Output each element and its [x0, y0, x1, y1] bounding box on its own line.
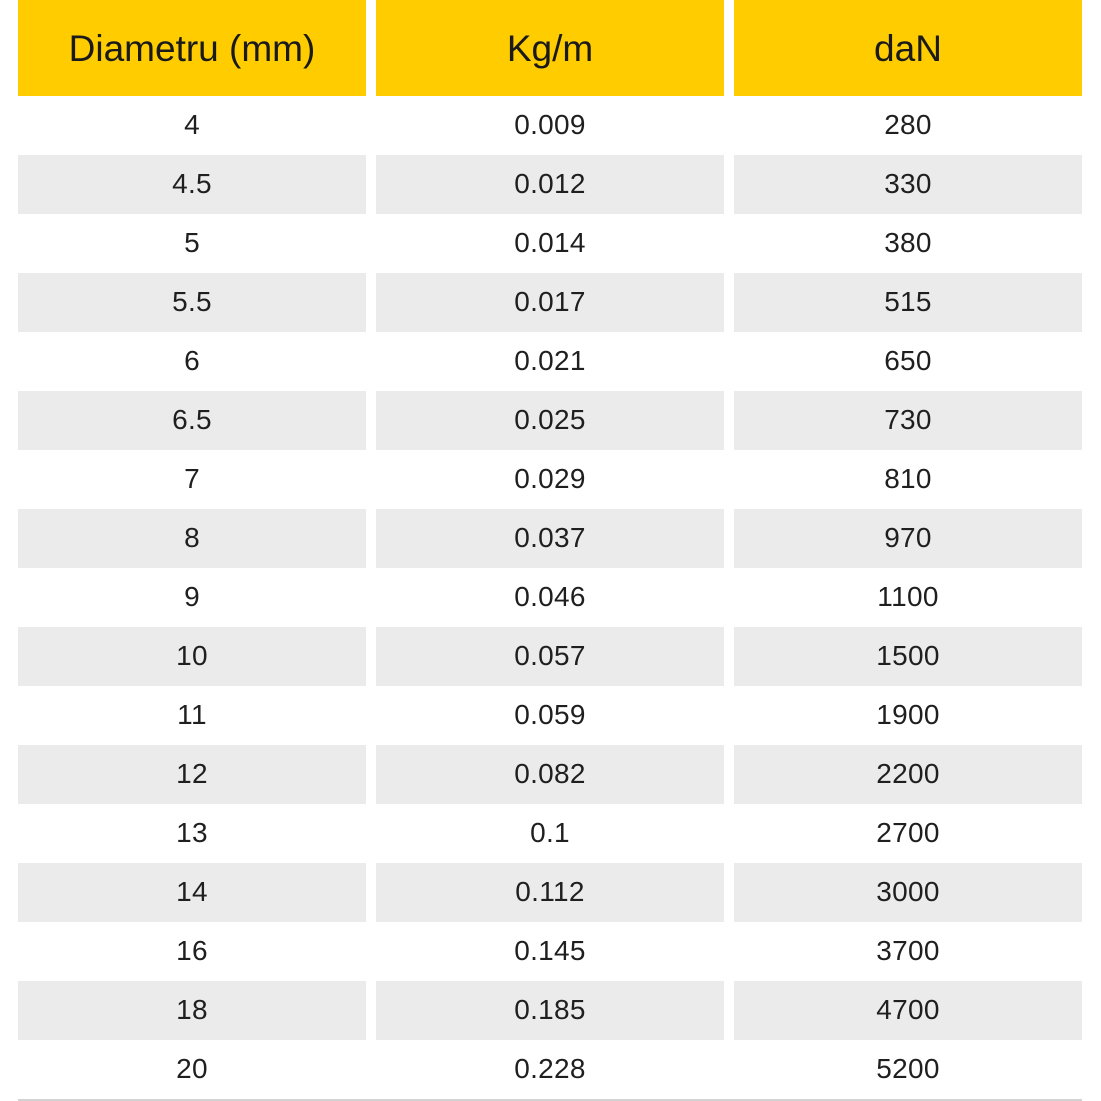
cell-diameter: 11 — [18, 686, 366, 745]
cell-diameter: 9 — [18, 568, 366, 627]
cell-dan: 380 — [734, 214, 1082, 273]
table-row — [18, 981, 1082, 1040]
cell-diameter: 5.5 — [18, 273, 366, 332]
table-row — [18, 509, 1082, 568]
table-body — [18, 96, 1082, 1099]
cell-dan: 2200 — [734, 745, 1082, 804]
cell-kg-per-m: 0.059 — [376, 686, 724, 745]
table-row — [18, 804, 1082, 863]
table-row — [18, 922, 1082, 981]
cell-dan: 1100 — [734, 568, 1082, 627]
cell-kg-per-m: 0.037 — [376, 509, 724, 568]
cell-dan: 970 — [734, 509, 1082, 568]
cell-dan: 5200 — [734, 1040, 1082, 1099]
table-row — [18, 391, 1082, 450]
cell-dan: 730 — [734, 391, 1082, 450]
spec-table — [18, 0, 1082, 1101]
table-row — [18, 96, 1082, 155]
cell-diameter: 4 — [18, 96, 366, 155]
cell-diameter: 14 — [18, 863, 366, 922]
cell-diameter: 8 — [18, 509, 366, 568]
cell-diameter: 16 — [18, 922, 366, 981]
cell-diameter: 12 — [18, 745, 366, 804]
table-row — [18, 332, 1082, 391]
cell-dan: 515 — [734, 273, 1082, 332]
table-row — [18, 745, 1082, 804]
table-row — [18, 155, 1082, 214]
table-row — [18, 273, 1082, 332]
cell-dan: 330 — [734, 155, 1082, 214]
cell-kg-per-m: 0.029 — [376, 450, 724, 509]
table-row — [18, 863, 1082, 922]
cell-diameter: 20 — [18, 1040, 366, 1099]
cell-dan: 810 — [734, 450, 1082, 509]
cell-dan: 650 — [734, 332, 1082, 391]
cell-kg-per-m: 0.014 — [376, 214, 724, 273]
cell-diameter: 13 — [18, 804, 366, 863]
cell-dan: 3700 — [734, 922, 1082, 981]
cell-kg-per-m: 0.145 — [376, 922, 724, 981]
cell-kg-per-m: 0.009 — [376, 96, 724, 155]
cell-kg-per-m: 0.021 — [376, 332, 724, 391]
table-row — [18, 214, 1082, 273]
cell-dan: 1900 — [734, 686, 1082, 745]
table-row — [18, 1040, 1082, 1099]
cell-diameter: 6.5 — [18, 391, 366, 450]
cell-diameter: 6 — [18, 332, 366, 391]
table-row — [18, 450, 1082, 509]
cell-kg-per-m: 0.012 — [376, 155, 724, 214]
table-row — [18, 686, 1082, 745]
cell-kg-per-m: 0.082 — [376, 745, 724, 804]
cell-kg-per-m: 0.017 — [376, 273, 724, 332]
table-row — [18, 627, 1082, 686]
cell-kg-per-m: 0.112 — [376, 863, 724, 922]
cell-kg-per-m: 0.228 — [376, 1040, 724, 1099]
cell-diameter: 10 — [18, 627, 366, 686]
cell-diameter: 18 — [18, 981, 366, 1040]
header-kg-per-m: Kg/m — [376, 0, 724, 96]
cell-kg-per-m: 0.025 — [376, 391, 724, 450]
cell-kg-per-m: 0.046 — [376, 568, 724, 627]
cell-dan: 280 — [734, 96, 1082, 155]
cell-dan: 1500 — [734, 627, 1082, 686]
cell-kg-per-m: 0.057 — [376, 627, 724, 686]
cell-diameter: 4.5 — [18, 155, 366, 214]
cell-dan: 3000 — [734, 863, 1082, 922]
cell-diameter: 7 — [18, 450, 366, 509]
cell-kg-per-m: 0.185 — [376, 981, 724, 1040]
header-diameter: Diametru (mm) — [18, 0, 366, 96]
table-header-row — [18, 0, 1082, 96]
cell-dan: 4700 — [734, 981, 1082, 1040]
table-row — [18, 568, 1082, 627]
cell-diameter: 5 — [18, 214, 366, 273]
cell-kg-per-m: 0.1 — [376, 804, 724, 863]
cell-dan: 2700 — [734, 804, 1082, 863]
header-dan: daN — [734, 0, 1082, 96]
